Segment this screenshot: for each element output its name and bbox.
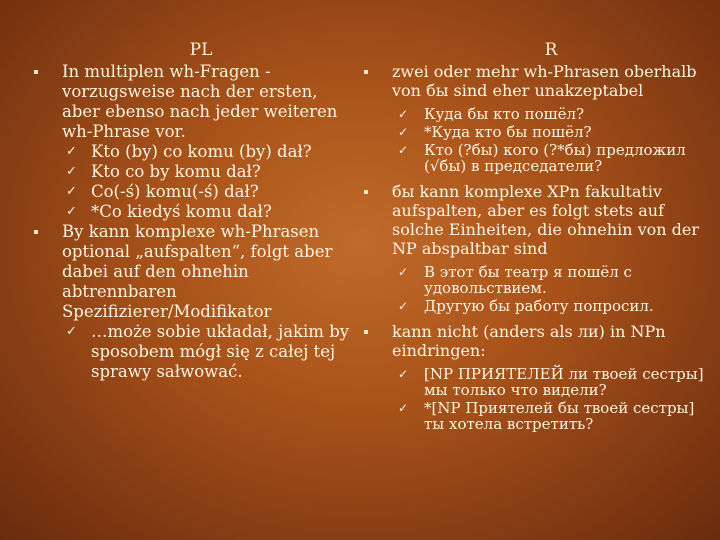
column-r bbox=[362, 40, 712, 434]
list-item-text: Kto (by) co komu (by) dał? bbox=[91, 142, 312, 161]
checkmark-icon: ✓ bbox=[398, 143, 409, 157]
list-item-text: [NP ПРИЯТЕЛЕЙ ли твоей сестры] мы только что видели? bbox=[424, 365, 704, 399]
bullet-r-1 bbox=[362, 62, 712, 100]
list-item bbox=[32, 182, 350, 202]
square-bullet-icon bbox=[364, 70, 368, 74]
list-item bbox=[362, 124, 712, 140]
bullet-text: kann nicht (anders als ли) in NPn eindringen: bbox=[392, 322, 666, 360]
list-item bbox=[362, 366, 712, 398]
list-item-text: Co(-ś) komu(-ś) dał? bbox=[91, 182, 259, 201]
square-bullet-icon bbox=[364, 190, 368, 194]
list-item bbox=[32, 142, 350, 162]
sublist-pl-1 bbox=[32, 142, 350, 222]
column-heading-r: R bbox=[544, 40, 558, 60]
list-item bbox=[32, 202, 350, 222]
list-item bbox=[32, 162, 350, 182]
checkmark-icon: ✓ bbox=[398, 367, 409, 381]
sublist-r-2 bbox=[362, 264, 712, 314]
checkmark-icon: ✓ bbox=[398, 299, 409, 313]
list-item-text: Другую бы работу попросил. bbox=[424, 297, 654, 315]
checkmark-icon: ✓ bbox=[398, 125, 409, 139]
bullet-text: By kann komplexe wh-Phrasen optional „aufspalten“, folgt aber dabei auf den ohnehin abtrennbaren Spezifizierer/Modifikator bbox=[62, 222, 333, 321]
list-item bbox=[362, 106, 712, 122]
bullet-r-2 bbox=[362, 182, 712, 258]
column-heading-pl: PL bbox=[189, 40, 213, 60]
list-item bbox=[362, 264, 712, 296]
list-item bbox=[32, 322, 350, 382]
checkmark-icon: ✓ bbox=[66, 324, 77, 339]
list-item-text: *[NP Приятелей бы твоей сестры] ты хотела встретить? bbox=[424, 399, 695, 433]
list-item-text: Kto co by komu dał? bbox=[91, 162, 261, 181]
list-item-text: Куда бы кто пошёл? bbox=[424, 105, 585, 123]
checkmark-icon: ✓ bbox=[398, 401, 409, 415]
list-item bbox=[362, 142, 712, 174]
sublist-r-1 bbox=[362, 106, 712, 174]
checkmark-icon: ✓ bbox=[398, 265, 409, 279]
list-item bbox=[362, 298, 712, 314]
sublist-pl-2 bbox=[32, 322, 350, 382]
bullet-pl-2 bbox=[32, 222, 350, 322]
bullet-text: бы kann komplexe XPn fakultativ aufspalten, aber es folgt stets auf solche Einheiten, die ohnehin von der NP abspaltbar sind bbox=[392, 182, 700, 258]
square-bullet-icon bbox=[34, 230, 38, 234]
list-item-text: В этот бы театр я пошёл с удовольствием. bbox=[424, 263, 632, 297]
checkmark-icon: ✓ bbox=[66, 164, 77, 179]
bullet-text: In multiplen wh-Fragen - vorzugsweise nach der ersten, aber ebenso nach jeder weiteren wh-Phrase vor. bbox=[62, 62, 338, 141]
checkmark-icon: ✓ bbox=[66, 184, 77, 199]
list-item-text: *Co kiedyś komu dał? bbox=[91, 202, 272, 221]
list-item-text: *Куда кто бы пошёл? bbox=[424, 123, 592, 141]
bullet-pl-1 bbox=[32, 62, 350, 142]
list-item-text: …może sobie układał, jakim by sposobem mógł się z całej tej sprawy sałwować. bbox=[91, 322, 350, 381]
square-bullet-icon bbox=[34, 70, 38, 74]
square-bullet-icon bbox=[364, 330, 368, 334]
list-item bbox=[362, 400, 712, 432]
checkmark-icon: ✓ bbox=[66, 204, 77, 219]
list-item-text: Кто (?бы) кого (?*бы) предложил (√бы) в председатели? bbox=[424, 141, 686, 175]
checkmark-icon: ✓ bbox=[398, 107, 409, 121]
checkmark-icon: ✓ bbox=[66, 144, 77, 159]
sublist-r-3 bbox=[362, 366, 712, 432]
bullet-r-3 bbox=[362, 322, 712, 360]
bullet-text: zwei oder mehr wh-Phrasen oberhalb von бы sind eher unakzeptabel bbox=[392, 62, 697, 100]
column-pl bbox=[32, 40, 350, 382]
